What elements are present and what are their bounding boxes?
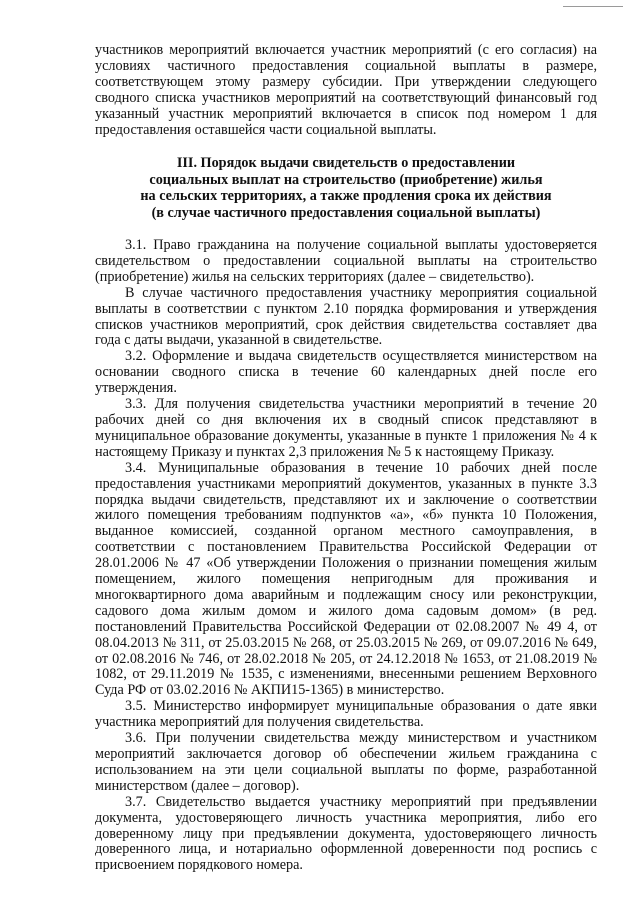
paragraph-3-7: 3.7. Свидетельство выдается участнику мероприятий при предъявлении документа, удостоверяющего личность участника мероприятия, либо его доверенному лицу при предъявлении документа, удостоверяющего личность доверенного лица, и нотариально оформленной доверенности под роспись с присвоением порядкового номера.	[95, 793, 597, 874]
paragraph-3-1: 3.1. Право гражданина на получение социальной выплаты удостоверяется свидетельством о предоставлении социальной выплаты на строительство (приобретение) жилья на сельских территориях (далее – свидетельство).	[95, 237, 597, 285]
body-block	[95, 238, 597, 874]
section-title	[95, 155, 597, 221]
paragraph-3-6: 3.6. При получении свидетельства между министерством и участником мероприятий заключается договор об обеспечении жильем гражданина с использованием на эти цели социальной выплаты по форме, разработанной министерством (далее – договор).	[95, 730, 597, 794]
scan-edge-mark	[563, 6, 623, 7]
intro-block	[95, 43, 597, 138]
paragraph-3-4: 3.4. Муниципальные образования в течение 10 рабочих дней после предоставления участниками мероприятий документов, указанных в пункте 3.3 порядка выдачи свидетельств, представляют их и заключение о соответствии жилого помещения требованиям подпунктов «а», «б» пункта 10 Положения, выданное комиссией, созданной органом местного самоуправления, в соответствии с постановлением Правительства Российской Федерации от 28.01.2006 № 47 «Об утверждении Положения о признании помещения жилым помещением, жилого помещения непригодным для проживания и многоквартирного дома аварийным и подлежащим сносу или реконструкции, садового дома жилым домом и жилого дома садовым домом» (в ред. постановлений Правительства Российской Федерации от 02.08.2007 № 49 4, от 08.04.2013 № 311, от 25.03.2015 № 268, от 25.03.2015 № 269, от 09.07.2016 № 649, от 02.08.2016 № 746, от 28.02.2018 № 205, от 24.12.2018 № 1653, от 21.08.2019 № 1082, от 29.11.2019 № 1535, с изменениями, внесенными решением Верховного Суда РФ от 03.02.2016 № АКПИ15-1365) в министерство.	[95, 459, 597, 699]
section-title-line: социальных выплат на строительство (приобретение) жилья	[149, 171, 543, 188]
paragraph-3-2: 3.2. Оформление и выдача свидетельств осуществляется министерством на основании сводного списка в течение 60 календарных дней после его утверждения.	[95, 348, 597, 397]
section-title-line: III. Порядок выдачи свидетельств о предоставлении	[176, 155, 516, 171]
paragraph-3-3: 3.3. Для получения свидетельства участники мероприятий в течение 20 рабочих дней со дня включения их в сводный список представляют в муниципальное образование документы, указанные в пункте 1 приложения № 4 к настоящему Приказу и пунктах 2,3 приложения № 5 к настоящему Приказу.	[95, 396, 597, 460]
paragraph-3-5: 3.5. Министерство информирует муниципальные образования о дате явки участника мероприятий для получения свидетельства.	[95, 698, 597, 731]
intro-paragraph: участников мероприятий включается участник мероприятий (с его согласия) на условиях частичного предоставления социальной выплаты в размере, соответствующем этому размеру субсидии. При утверждении следующего сводного списка участников мероприятий на соответствующий финансовый год указанный участник мероприятий включается в список под номером 1 для предоставления оставшейся части социальной выплаты.	[95, 42, 597, 138]
paragraph-3-1-partial: В случае частичного предоставления участнику мероприятия социальной выплаты в соответствии с пунктом 2.10 порядка формирования и утверждения списков участников мероприятий, срок действия свидетельства составляет два года с даты выдачи, указанной в свидетельстве.	[95, 284, 597, 349]
section-title-line: (в случае частичного предоставления социальной выплаты)	[151, 204, 541, 221]
section-title-line: на сельских территориях, а также продления срока их действия	[140, 188, 552, 204]
